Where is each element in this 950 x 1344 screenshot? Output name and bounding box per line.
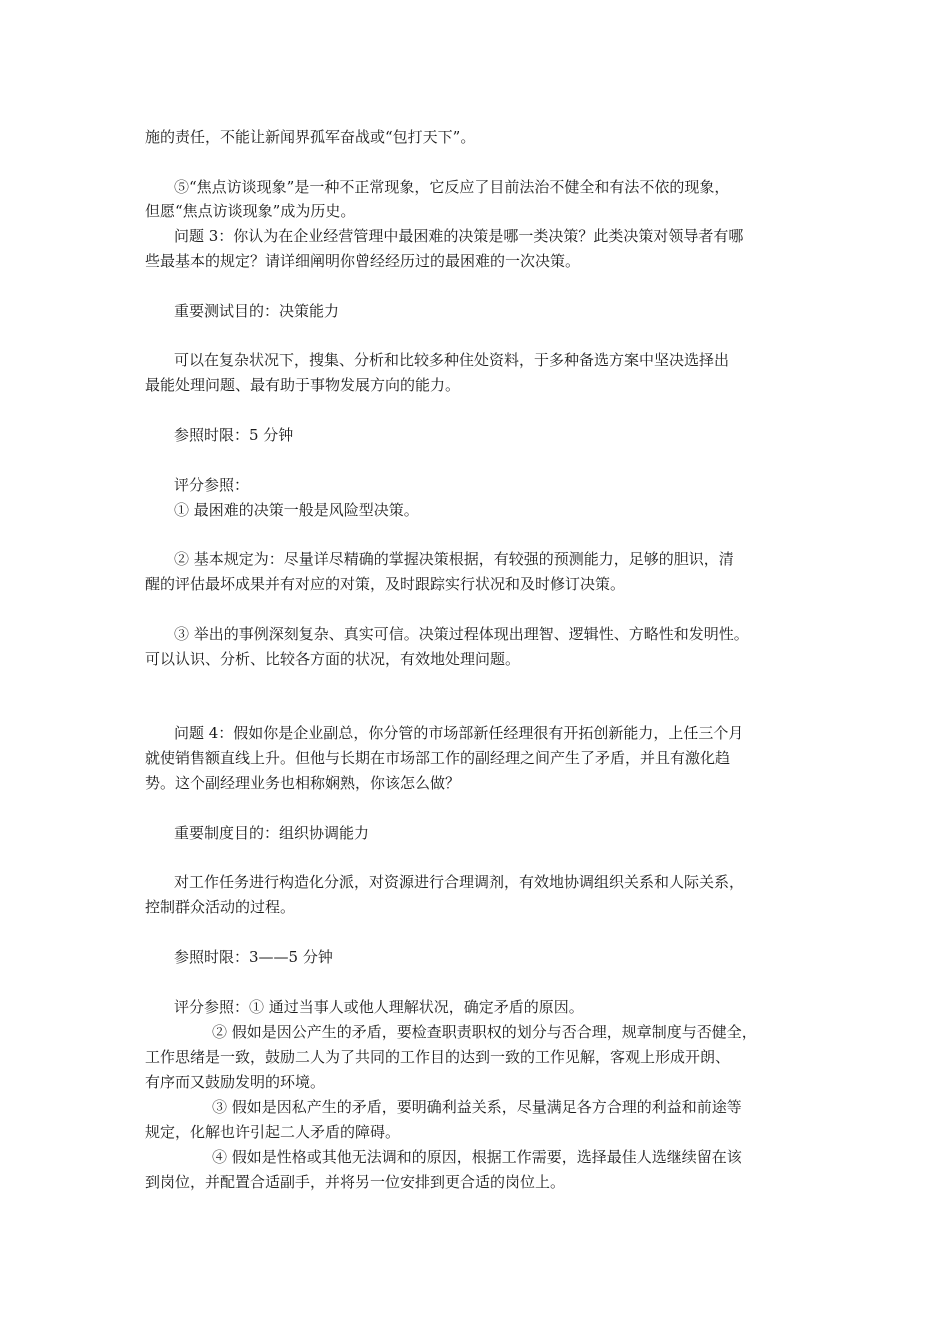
text-line: 到岗位，并配置合适副手，并将另一位安排到更合适的岗位上。 <box>145 1173 566 1191</box>
text-line: 规定，化解也许引起二人矛盾的障碍。 <box>145 1123 401 1141</box>
section-heading: 重要制度目的：组织协调能力 <box>174 824 370 842</box>
text-line: 就使销售额直线上升。但他与长期在市场部工作的副经理之间产生了矛盾，并且有激化趋 <box>145 749 731 767</box>
text-line: 但愿“焦点访谈现象”成为历史。 <box>145 202 356 220</box>
text-line: 醒的评估最坏成果并有对应的对策，及时跟踪实行状况和及时修订决策。 <box>145 575 626 593</box>
text-line: 些最基本的规定？请详细阐明你曾经经历过的最困难的一次决策。 <box>145 252 581 270</box>
text-line: ⑤“焦点访谈现象”是一种不正常现象，它反应了目前法治不健全和有法不依的现象， <box>174 178 730 196</box>
text-line: 参照时限：5 分钟 <box>174 426 294 444</box>
text-line: 有序而又鼓励发明的环境。 <box>145 1073 326 1091</box>
text-line: 参照时限：3——5 分钟 <box>174 948 333 966</box>
text-line: 问题 3：你认为在企业经营管理中最困难的决策是哪一类决策？此类决策对领导者有哪 <box>174 227 744 245</box>
text-line: ② 假如是因公产生的矛盾，要检查职责职权的划分与否合理，规章制度与否健全， <box>212 1023 757 1041</box>
text-line: 评分参照： <box>174 476 250 494</box>
text-line: 势。这个副经理业务也相称娴熟，你该怎么做？ <box>145 774 461 792</box>
text-line: 最能处理问题、最有助于事物发展方向的能力。 <box>145 376 461 394</box>
text-line: 评分参照：① 通过当事人或他人理解状况，确定矛盾的原因。 <box>174 998 584 1016</box>
text-line: 工作思绪是一致，鼓励二人为了共同的工作目的达到一致的工作见解，客观上形成开朗、 <box>145 1048 731 1066</box>
text-line: ② 基本规定为：尽量详尽精确的掌握决策根据，有较强的预测能力，足够的胆识，清 <box>174 550 734 568</box>
text-line: ① 最困难的决策一般是风险型决策。 <box>174 501 419 519</box>
text-line: 控制群众活动的过程。 <box>145 898 296 916</box>
text-line: ③ 假如是因私产生的矛盾，要明确利益关系，尽量满足各方合理的利益和前途等 <box>212 1098 742 1116</box>
text-line: 施的责任，不能让新闻界孤军奋战或“包打天下”。 <box>145 128 476 146</box>
text-line: 对工作任务进行构造化分派，对资源进行合理调剂，有效地协调组织关系和人际关系， <box>174 873 745 891</box>
text-line: ③ 举出的事例深刻复杂、真实可信。决策过程体现出理智、逻辑性、方略性和发明性。 <box>174 625 749 643</box>
text-line: 可以认识、分析、比较各方面的状况，有效地处理问题。 <box>145 650 521 668</box>
text-line: 问题 4：假如你是企业副总，你分管的市场部新任经理很有开拓创新能力，上任三个月 <box>174 724 744 742</box>
text-line: ④ 假如是性格或其他无法调和的原因，根据工作需要，选择最佳人选继续留在该 <box>212 1148 742 1166</box>
section-heading: 重要测试目的：决策能力 <box>174 302 340 320</box>
text-line: 可以在复杂状况下，搜集、分析和比较多种住处资料，于多种备选方案中坚决选择出 <box>174 351 730 369</box>
